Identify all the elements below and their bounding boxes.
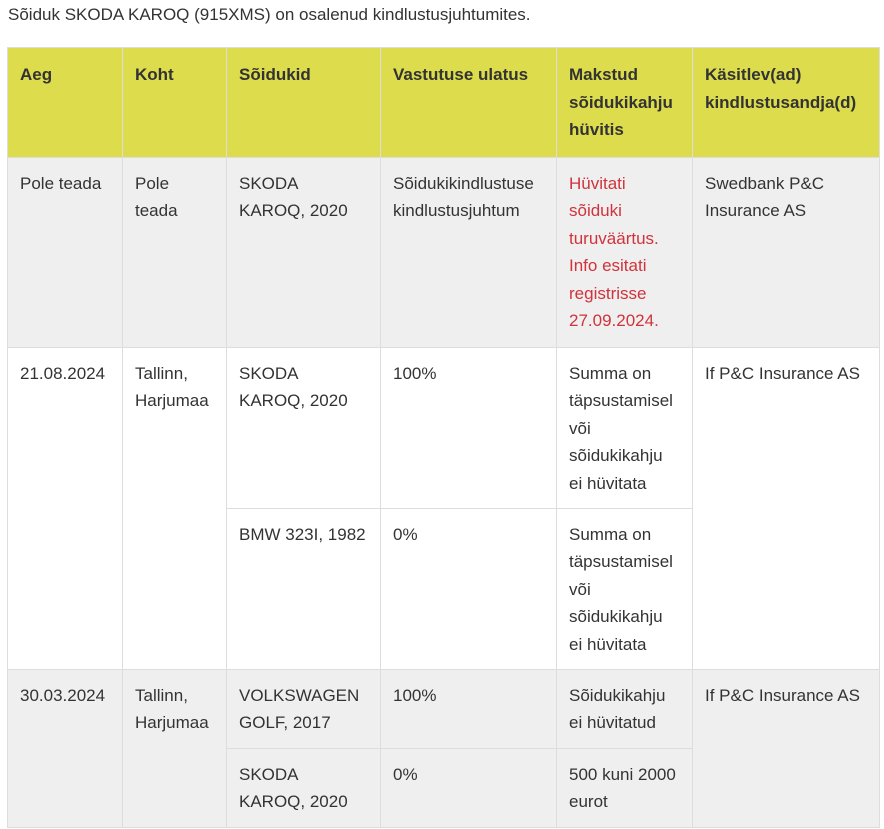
case-insurer: If P&C Insurance AS xyxy=(693,669,880,827)
case-time: 21.08.2024 xyxy=(8,347,123,669)
vehicle-name: SKODA KAROQ, 2020 xyxy=(227,157,381,347)
vehicle-liability: 100% xyxy=(381,669,557,748)
table-row xyxy=(8,669,880,748)
case-insurer: Swedbank P&C Insurance AS xyxy=(693,157,880,347)
column-header-insurer: Käsitlev(ad) kindlustusandja(d) xyxy=(693,48,880,158)
vehicle-name: SKODA KAROQ, 2020 xyxy=(227,347,381,508)
vehicle-name: BMW 323I, 1982 xyxy=(227,508,381,669)
column-header-place: Koht xyxy=(123,48,227,158)
case-place: Tallinn, Harjumaa xyxy=(123,669,227,827)
column-header-liability: Vastutuse ulatus xyxy=(381,48,557,158)
vehicle-name: SKODA KAROQ, 2020 xyxy=(227,748,381,827)
vehicle-liability: Sõidukikindlustuse kindlustusjuhtum xyxy=(381,157,557,347)
case-insurer: If P&C Insurance AS xyxy=(693,347,880,669)
table-header-row xyxy=(8,48,880,158)
vehicle-name: VOLKSWAGEN GOLF, 2017 xyxy=(227,669,381,748)
vehicle-liability: 0% xyxy=(381,748,557,827)
case-place: Tallinn, Harjumaa xyxy=(123,347,227,669)
vehicle-paid-compensation: Sõidukikahju ei hüvitatud xyxy=(557,669,693,748)
vehicle-liability: 100% xyxy=(381,347,557,508)
vehicle-liability: 0% xyxy=(381,508,557,669)
vehicle-paid-compensation: Hüvitati sõiduki turuväärtus. Info esitati registrisse 27.09.2024. xyxy=(557,157,693,347)
column-header-vehicles: Sõidukid xyxy=(227,48,381,158)
intro-text: Sõiduk SKODA KAROQ (915XMS) on osalenud kindlustusjuhtumites. xyxy=(8,5,531,24)
column-header-paid: Makstud sõidukikahju hüvitis xyxy=(557,48,693,158)
case-place: Pole teada xyxy=(123,157,227,347)
table-row xyxy=(8,157,880,347)
vehicle-paid-compensation: Summa on täpsustamisel või sõidukikahju ei hüvitata xyxy=(557,347,693,508)
case-time: Pole teada xyxy=(8,157,123,347)
vehicle-paid-compensation: Summa on täpsustamisel või sõidukikahju ei hüvitata xyxy=(557,508,693,669)
insurance-claims-table xyxy=(7,47,880,828)
case-time: 30.03.2024 xyxy=(8,669,123,827)
table-row xyxy=(8,347,880,508)
vehicle-paid-compensation: 500 kuni 2000 eurot xyxy=(557,748,693,827)
column-header-time: Aeg xyxy=(8,48,123,158)
